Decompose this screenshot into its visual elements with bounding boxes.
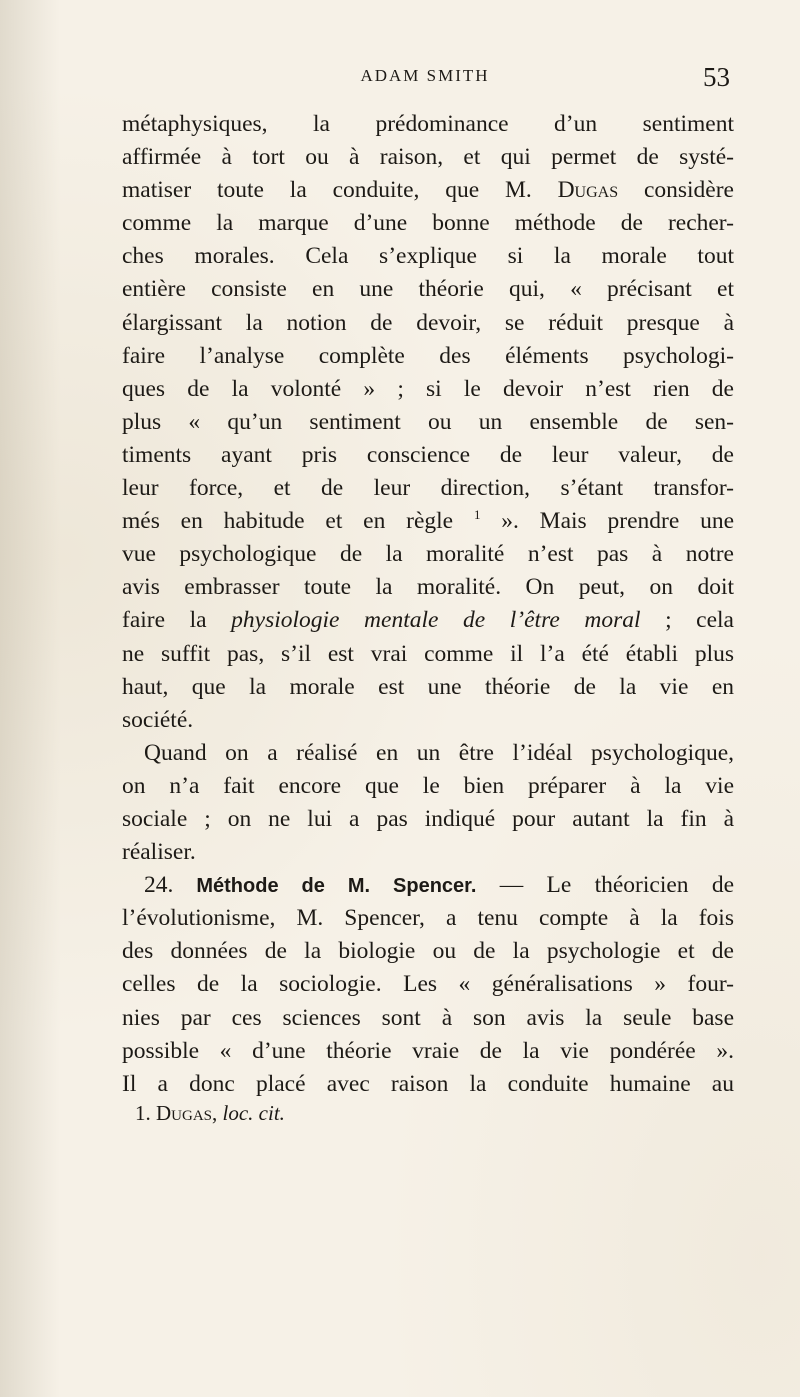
text-line: métaphysiques, la prédominance d’un sentiment — [122, 111, 734, 137]
text-fragment: més en habitude et en règle — [122, 508, 474, 535]
text-line: affirmée à tort ou à raison, et qui permet de systé- — [122, 144, 734, 171]
text-line: société. — [122, 706, 194, 733]
footnote-number: 1. — [135, 1101, 151, 1125]
text-line: faire l’analyse complète des éléments psychologi- — [122, 342, 734, 369]
text-line: Il a donc placé avec raison la conduite humaine au — [122, 1070, 734, 1097]
text-line: haut, que la morale est une théorie de la vie en — [122, 673, 734, 700]
text-fragment: ». Mais prendre une — [480, 508, 734, 535]
footnote-reference: loc. cit. — [222, 1101, 285, 1125]
text-fragment: ; cela — [640, 607, 734, 634]
text-line: élargissant la notion de devoir, se réduit presque à — [122, 309, 734, 336]
text-line: possible « d’une théorie vraie de la vie pondérée ». — [122, 1037, 734, 1064]
footnote: 1. Dugas, loc. cit. — [135, 1101, 285, 1125]
text-line — [122, 505, 734, 538]
section-title: Méthode de M. Spencer. — [173, 875, 477, 898]
text-line: comme la marque d’une bonne méthode de recher- — [122, 210, 734, 237]
page-header — [120, 62, 730, 102]
text-line: on n’a fait encore que le bien préparer à la vie — [122, 772, 734, 799]
text-line: plus « qu’un sentiment ou un ensemble de sen- — [122, 408, 734, 435]
text-fragment: matiser toute la conduite, que M. — [122, 177, 558, 204]
text-line: nies par ces sciences sont à son avis la seule base — [122, 1004, 734, 1031]
text-line: réaliser. — [122, 839, 196, 866]
text-line: entière consiste en une théorie qui, « précisant et — [122, 276, 734, 303]
section-number: 24. — [144, 872, 174, 899]
footnote-author: Dugas — [156, 1101, 213, 1125]
text-line: sociale ; on ne lui a pas indiqué pour autant la fin à — [122, 805, 734, 832]
text-line: avis embrasser toute la moralité. On peut, on doit — [122, 574, 734, 601]
text-fragment: — Le théoricien de — [476, 872, 734, 899]
text-line: vue psychologique de la moralité n’est pas à notre — [122, 541, 734, 568]
text-line: ques de la volonté » ; si le devoir n’est rien de — [122, 375, 734, 402]
italic-phrase: physiologie mentale de l’être moral — [231, 607, 641, 634]
section-heading-line — [122, 869, 734, 902]
text-line: l’évolutionisme, M. Spencer, a tenu compte à la fois — [122, 905, 734, 932]
text-line: celles de la sociologie. Les « généralisations » four- — [122, 971, 734, 998]
running-head: ADAM SMITH — [360, 66, 490, 85]
text-line: leur force, et de leur direction, s’étant transfor- — [122, 475, 734, 502]
text-line: Quand on a réalisé en un être l’idéal psychologique, — [144, 739, 734, 766]
text-line — [122, 174, 734, 207]
text-line: des données de la biologie ou de la psychologie et de — [122, 938, 734, 965]
text-line: timents ayant pris conscience de leur valeur, de — [122, 441, 734, 468]
text-fragment: considère — [618, 177, 734, 204]
text-line: ches morales. Cela s’explique si la morale tout — [122, 243, 734, 270]
page-gutter-shadow — [0, 0, 60, 1397]
text-line: ne suffit pas, s’il est vrai comme il l’a été établi plus — [122, 640, 734, 667]
text-line — [122, 604, 734, 637]
body-text — [122, 108, 734, 1101]
footnote-marker: 1 — [473, 507, 481, 523]
author-name: Dugas — [557, 177, 619, 204]
text-fragment: faire la — [122, 607, 232, 634]
page-number: 53 — [703, 62, 730, 92]
